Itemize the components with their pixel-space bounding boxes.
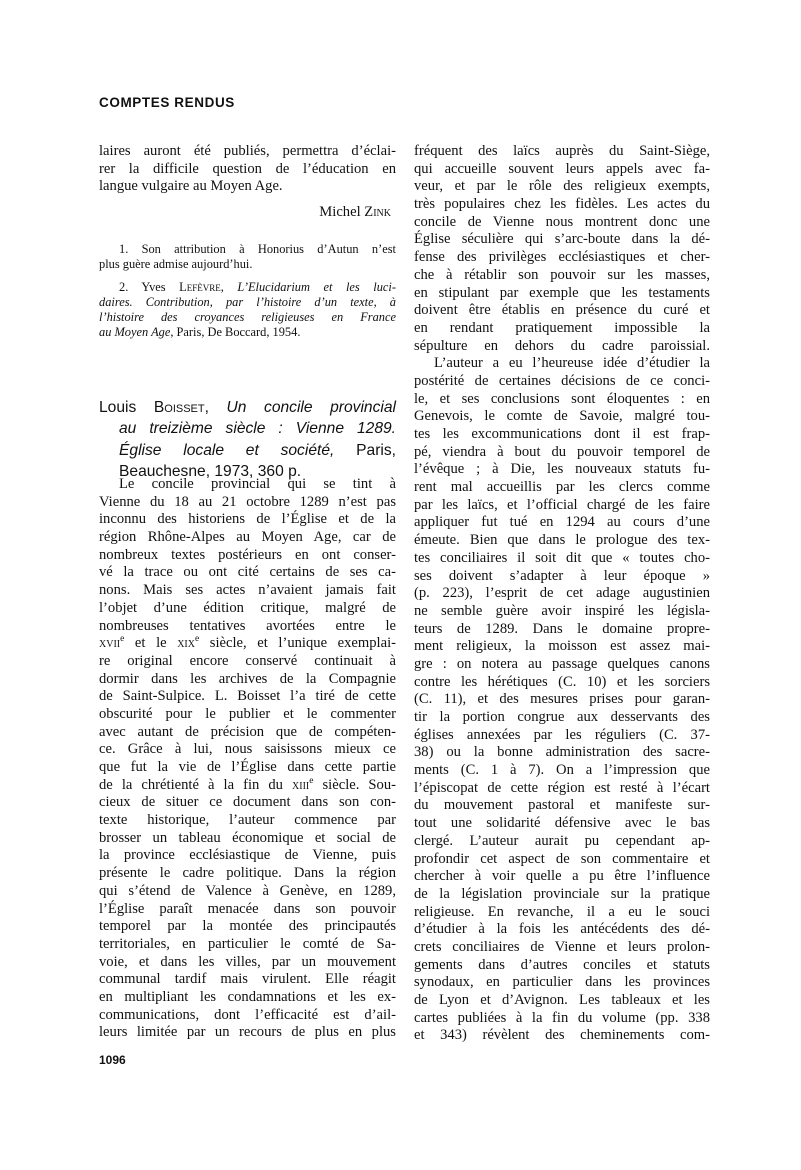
superscript: e <box>309 775 314 786</box>
text-line: teurs de 1289. Dans le domaine propre- <box>414 620 710 637</box>
text-run: Louis <box>99 399 154 416</box>
text-line: présente le cadre politique. Dans la région <box>99 865 396 882</box>
text-line: veur, et par le rôle des religieux exempts, <box>414 178 710 195</box>
small-caps-text: Lefèvre <box>179 280 221 294</box>
text-line: ment religieux, la moisson est assez mai- <box>414 638 710 655</box>
text-run: siècle. Sou- <box>313 776 396 793</box>
text-line: brosser un tableau économique et social de <box>99 829 396 846</box>
text-line: tes les excommunications dont il est frap- <box>414 426 710 442</box>
text-line: l’épiscopat de cette région est resté à l’écart <box>414 779 710 796</box>
text-line: pé, viendra à bout du pouvoir temporel de <box>414 443 710 460</box>
footnotes <box>99 242 396 348</box>
text-line: l’évêque ; à Die, les nouveaux statuts fu- <box>414 461 710 478</box>
text-line: ses doivent s’adapter à leur époque » <box>414 567 710 584</box>
text-line <box>99 777 396 795</box>
text-line: d’étudier à la fois les antécédents des dé- <box>414 921 710 938</box>
text-line: gements dans d’autres conciles et statuts <box>414 956 710 973</box>
text-line: Genevois, le comte de Savoie, malgré tou- <box>414 408 710 425</box>
text-line: contre les hérétiques (C. 10) et les sorciers <box>414 673 710 690</box>
text-line: appliquer fut tué en 1294 au cours d’une <box>414 514 710 531</box>
text-line <box>99 635 396 653</box>
text-run: de la chrétienté à la fin du <box>99 776 293 793</box>
text-run: et le <box>124 635 178 652</box>
text-run: Beauchesne, 1973, 360 p. <box>119 462 302 480</box>
text-line: qui accueille souvent leurs appels avec fa- <box>414 160 710 177</box>
heading-line <box>99 418 396 439</box>
text-line: doivent être établis en présence du curé et <box>414 302 710 319</box>
text-line: en stipulant par exemple que les testaments <box>414 284 710 301</box>
text-line: avec autant de précision que de compéten- <box>99 723 396 740</box>
text-line <box>99 310 396 325</box>
text-line: fréquent des laïcs auprès du Saint-Siège, <box>414 143 710 159</box>
text-line: obscurité pour le publier et le commenter <box>99 705 396 722</box>
italic-text: daires. Contribution, par l’histoire d’un texte, à <box>99 295 396 309</box>
italic-text: au treizième siècle : Vienne 1289. <box>119 420 396 438</box>
text-line: de Saint-Sulpice. L. Boisset l’a tiré de cette <box>99 688 396 705</box>
text-line: du mouvement pastoral et manifeste sur- <box>414 797 710 814</box>
text-line: synodaux, en particulier dans les provinces <box>414 974 710 991</box>
text-line: religieuse. En revanche, il a eu le souci <box>414 903 710 920</box>
text-line: gre : on notera au passage quelques canons <box>414 655 710 672</box>
superscript: e <box>120 634 125 645</box>
italic-text: l’histoire des croyances religieuses en France <box>99 310 396 324</box>
text-line: communal tardif mais virulent. Elle réagit <box>99 971 396 988</box>
text-line: plus guère admise aujourd’hui. <box>99 257 253 271</box>
text-line <box>99 325 396 340</box>
text-line: vé la trace ou ont cité certains de ses ca- <box>99 564 396 581</box>
page-number: 1096 <box>99 1053 126 1067</box>
text-line: très populaires chez les fidèles. Les actes du <box>414 196 710 213</box>
text-run: Paris, De Boccard, 1954. <box>173 325 301 339</box>
text-line: cieux de situer ce document dans son con- <box>99 794 396 811</box>
italic-text: au Moyen Age, <box>99 325 174 339</box>
text-line: concile de Vienne nous montrent donc une <box>414 213 710 230</box>
left-top-paragraph <box>99 143 396 196</box>
text-line: et 343) révèlent des cheminements com- <box>414 1027 710 1044</box>
small-caps-text: xvii <box>99 635 121 652</box>
text-line: églises annexées par les réguliers (C. 37- <box>414 726 710 743</box>
text-line: re original encore conservé continuait à <box>99 652 396 669</box>
text-line: tout une solidarité défensive avec le bas <box>414 815 710 832</box>
text-line: ne semble guère avoir inspiré les législa- <box>414 602 710 619</box>
text-line <box>99 280 396 295</box>
italic-text: Église locale et société, <box>119 441 335 459</box>
text-line: ments (C. 1 à 7). On a l’impression que <box>414 762 710 779</box>
text-line <box>99 295 396 310</box>
text-line: rent mal accueillis par les clercs comme <box>414 479 710 496</box>
left-column-body <box>99 476 396 1042</box>
text-line: voie, et dans les villes, par un mouvement <box>99 953 396 970</box>
footnote-2 <box>99 280 396 340</box>
small-caps-text: xix <box>177 635 195 652</box>
text-line: le, et ses conclusions sont éloquentes : en <box>414 390 710 407</box>
text-line: Vienne du 18 au 21 octobre 1289 n’est pas <box>99 493 396 510</box>
text-line: postérité de certaines décisions de ce conci- <box>414 372 710 389</box>
small-caps-text: Zink <box>364 204 391 220</box>
text-line: dormir dans les archives de la Compagnie <box>99 670 396 687</box>
text-line: communications, dont l’efficacité est d’ail- <box>99 1006 396 1023</box>
text-run: Paris, <box>334 441 396 459</box>
text-line: nombreux textes postérieurs en ont conser- <box>99 546 396 563</box>
text-line: Église séculière qui s’arc-boute dans la dé- <box>414 231 710 248</box>
text-line: inconnu des historiens de l’Église et de la <box>99 511 396 528</box>
running-header: COMPTES RENDUS <box>99 95 235 110</box>
text-line: de Lyon et d’Avignon. Les tableaux et les <box>414 992 710 1008</box>
text-line: qui s’étend de Valence à Genève, en 1289, <box>99 882 396 899</box>
text-line: rer la difficile question de l’éducation en <box>99 160 396 177</box>
text-line: que fut la vie de l’Église dans cette partie <box>99 759 396 775</box>
text-line: tes conciliaires il soit dit que « toutes cho- <box>414 549 710 566</box>
italic-text: L’Elucidarium et les luci- <box>237 280 396 294</box>
heading-line <box>99 397 396 418</box>
footnote-1 <box>99 242 396 272</box>
text-run: Michel <box>319 204 365 220</box>
signature <box>99 204 391 221</box>
text-line: profondir cet aspect de son commentaire et <box>414 850 710 867</box>
text-line: de la législation provinciale sur la pratique <box>414 885 710 902</box>
text-line: en rendant pratiquement impossible la <box>414 319 710 336</box>
text-line: che à rétablir son pouvoir sur les masses, <box>414 266 710 283</box>
text-line: chercher à voir quelle a pu être l’influence <box>414 868 710 885</box>
review-heading <box>99 397 396 482</box>
text-run: siècle, et l’unique exemplai- <box>199 635 396 652</box>
text-line: cartes publiées à la fin du volume (pp. 338 <box>414 1009 710 1026</box>
text-line: l’objet d’une édition critique, malgré de <box>99 599 396 616</box>
text-line: (C. 11), et des mesures prises pour garan- <box>414 691 710 708</box>
text-line: territoriales, en particulier le comté de Sa- <box>99 935 396 952</box>
text-line: en multipliant les condamnations et les ex- <box>99 988 396 1005</box>
text-line: tir la portion congrue aux desservants des <box>414 709 710 725</box>
text-line: par les laïcs, et l’official chargé de les faire <box>414 496 710 513</box>
text-line: émeute. Bien que dans le prologue des tex- <box>414 532 710 549</box>
text-line: (p. 223), l’esprit de cet adage augustinien <box>414 585 710 602</box>
text-line: crets conciliaires de Vienne et leurs prolon- <box>414 938 710 955</box>
italic-text: Un concile provincial <box>226 399 396 416</box>
text-line: texte historique, l’auteur commence par <box>99 812 396 829</box>
right-column-body <box>414 143 710 1045</box>
superscript: e <box>194 634 200 645</box>
text-line: leurs limitée par un recours de plus en plus <box>99 1024 396 1041</box>
text-run: , <box>220 280 238 294</box>
text-line: fense des privilèges ecclésiastiques et cher- <box>414 249 710 266</box>
text-line: laires auront été publiés, permettra d’éclai- <box>99 143 396 159</box>
small-caps-text: Boisset <box>153 399 205 416</box>
text-line: ce. Grâce à lui, nous saisissons mieux ce <box>99 741 396 758</box>
text-line: Le concile provincial qui se tint à <box>119 476 396 492</box>
text-line: 38) ou la bonne administration des sacre- <box>414 744 710 761</box>
text-line: L’auteur a eu l’heureuse idée d’étudier la <box>434 355 710 372</box>
heading-line <box>99 440 396 461</box>
text-line: clergé. L’auteur aurait pu cependant ap- <box>414 832 710 849</box>
small-caps-text: xiii <box>292 776 310 793</box>
text-line: nons. Mais ses actes n’avaient jamais fait <box>99 582 396 599</box>
right-paragraph-1 <box>414 143 710 355</box>
text-line: nombreuses tentatives avortées entre le <box>99 617 396 634</box>
text-line: région Rhône-Alpes au Moyen Age, car de <box>99 529 396 546</box>
text-line: l’Église paraît menacée dans son pouvoir <box>99 900 396 917</box>
text-line: sépulture en dehors du cadre paroissial. <box>414 337 710 354</box>
text-line: 1. Son attribution à Honorius d’Autun n’est <box>119 242 396 256</box>
text-line: temporel par la montée des principautés <box>99 918 396 935</box>
text-run: , <box>204 399 227 416</box>
text-line: la province ecclésiastique de Vienne, puis <box>99 847 396 864</box>
text-run: 2. Yves <box>119 280 180 294</box>
text-line: langue vulgaire au Moyen Age. <box>99 178 283 195</box>
right-paragraph-2 <box>414 355 710 1045</box>
